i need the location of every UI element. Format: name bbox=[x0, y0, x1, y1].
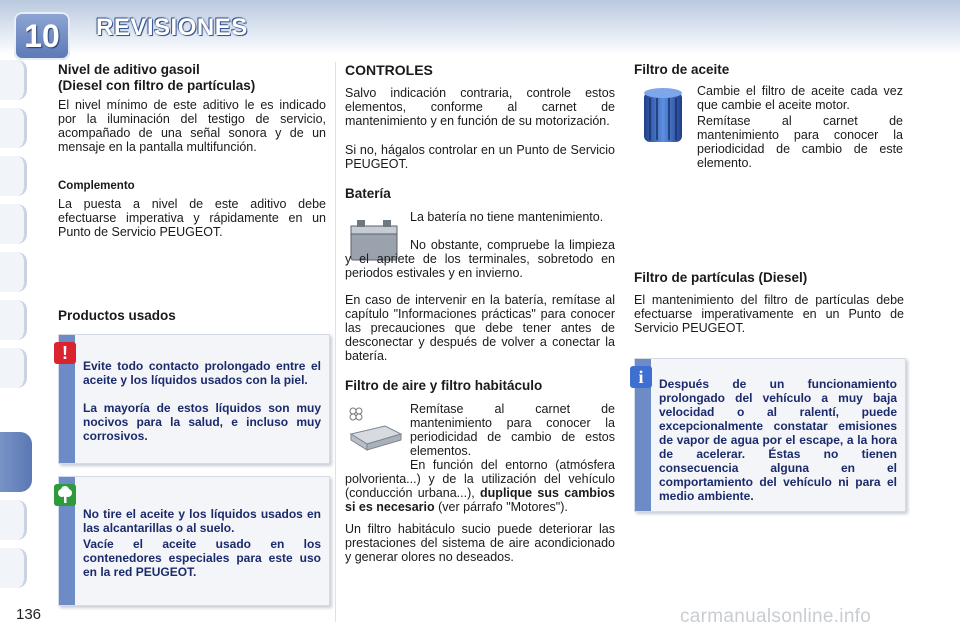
warning-notice bbox=[58, 334, 330, 464]
filtro-aire-text-2b: duplique sus cambios si es necesario bbox=[345, 486, 616, 514]
aditivo-text: El nivel mínimo de este aditivo le es indicado por la iluminación del testigo de servicio, acompañado de una señal sonora y de un mensaje en la pantalla multifunción. bbox=[58, 98, 326, 154]
filtro-aire-text-2a: En función del entorno (atmósfera polvorienta...) y de la utilización del vehículo (conducción urbana...), bbox=[345, 458, 615, 500]
filtro-aire-heading: Filtro de aire y filtro habitáculo bbox=[345, 378, 543, 393]
bateria-text-1: La batería no tiene mantenimiento. bbox=[410, 210, 604, 224]
complemento-heading: Complemento bbox=[58, 180, 135, 192]
chapter-tab[interactable] bbox=[0, 500, 27, 540]
aditivo-heading bbox=[58, 62, 328, 94]
eco-text-1: No tire el aceite y los líquidos usados en las alcantarillas o al suelo. bbox=[83, 507, 321, 535]
eco-notice bbox=[58, 476, 330, 606]
controles-text-1: Salvo indicación contraria, controle estos elementos, conforme al carnet de mantenimiento y en función de su motorización. bbox=[345, 86, 615, 128]
tree-icon bbox=[54, 484, 76, 506]
complemento-text: La puesta a nivel de este aditivo debe efectuarse imperativa y rápidamente en un Punto de Servicio PEUGEOT. bbox=[58, 197, 326, 239]
particulas-heading: Filtro de partículas (Diesel) bbox=[634, 270, 808, 285]
aditivo-heading-line-2: (Diesel con filtro de partículas) bbox=[58, 78, 256, 93]
bateria-text-2-block bbox=[345, 238, 615, 280]
chapter-tab-active[interactable] bbox=[0, 432, 32, 492]
info-text: Después de un funcionamiento prolongado del vehículo a muy baja velocidad o al ralentí, puede excepcionalmente constatar emisiones de vapor de agua por el escape, a la hora de acelerar. Éstas no tienen consecuencia alguna en el comportamiento del vehículo ni para el medio ambiente. bbox=[659, 377, 897, 503]
oil-filter-icon bbox=[640, 86, 686, 148]
filtro-aire-text-1: Remítase al carnet de mantenimiento para conocer la periodicidad de cambio de estos elementos. bbox=[410, 402, 615, 458]
chapter-tab[interactable] bbox=[0, 548, 27, 588]
chapter-tab[interactable] bbox=[0, 348, 27, 388]
aceite-heading: Filtro de aceite bbox=[634, 62, 730, 77]
aceite-text-1: Cambie el filtro de aceite cada vez que cambie el aceite motor. bbox=[697, 84, 903, 112]
bateria-text-3: En caso de intervenir en la batería, remítase al capítulo "Informaciones prácticas" para conocer las precauciones que debe tener antes de desconectar y después de volver a conectar la batería. bbox=[345, 293, 615, 363]
warning-text-2: La mayoría de estos líquidos son muy nocivos para la salud, e incluso muy corrosivos. bbox=[83, 401, 321, 443]
controles-heading: CONTROLES bbox=[345, 62, 433, 78]
watermark: carmanualsonline.info bbox=[680, 606, 872, 627]
bateria-text-2: No obstante, compruebe la limpieza y el apriete de los terminales, sobretodo en periodos estivales y en invierno. bbox=[345, 238, 615, 280]
productos-heading: Productos usados bbox=[58, 308, 176, 323]
filtro-aire-text-2 bbox=[345, 458, 615, 514]
chapter-tab[interactable] bbox=[0, 108, 27, 148]
info-notice bbox=[634, 358, 906, 512]
chapter-tab[interactable] bbox=[0, 204, 27, 244]
warning-icon: ! bbox=[54, 342, 76, 364]
column-divider bbox=[335, 62, 336, 622]
chapter-tab[interactable] bbox=[0, 60, 27, 100]
particulas-text: El mantenimiento del filtro de partículas debe efectuarse imperativamente en un Punto de Servicio PEUGEOT. bbox=[634, 293, 904, 335]
filtro-aire-text-3: Un filtro habitáculo sucio puede deteriorar las prestaciones del sistema de aire acondicionado y generar olores no deseados. bbox=[345, 522, 615, 564]
chapter-tabs bbox=[0, 60, 30, 580]
warning-text-1: Evite todo contacto prolongado entre el aceite y los líquidos usados con la piel. bbox=[83, 359, 321, 387]
bateria-heading: Batería bbox=[345, 186, 391, 201]
chapter-tab[interactable] bbox=[0, 156, 27, 196]
eco-text-2: Vacíe el aceite usado en los contenedores especiales para este uso en la red PEUGEOT. bbox=[83, 537, 321, 579]
page-number: 136 bbox=[16, 606, 42, 623]
filtro-aire-text-2c: (ver párrafo "Motores"). bbox=[434, 500, 568, 514]
controles-text-2: Si no, hágalos controlar en un Punto de Servicio PEUGEOT. bbox=[345, 143, 615, 171]
cabin-filter-icon bbox=[345, 404, 405, 456]
aditivo-heading-line-1: Nivel de aditivo gasoil bbox=[58, 62, 200, 77]
chapter-tab[interactable] bbox=[0, 252, 27, 292]
chapter-badge: 10 bbox=[14, 12, 70, 60]
info-icon: i bbox=[630, 366, 652, 388]
aceite-text-2: Remítase al carnet de mantenimiento para conocer la periodicidad de cambio de este elemento. bbox=[697, 114, 903, 170]
page-title: REVISIONES bbox=[96, 14, 248, 41]
chapter-tab[interactable] bbox=[0, 300, 27, 340]
